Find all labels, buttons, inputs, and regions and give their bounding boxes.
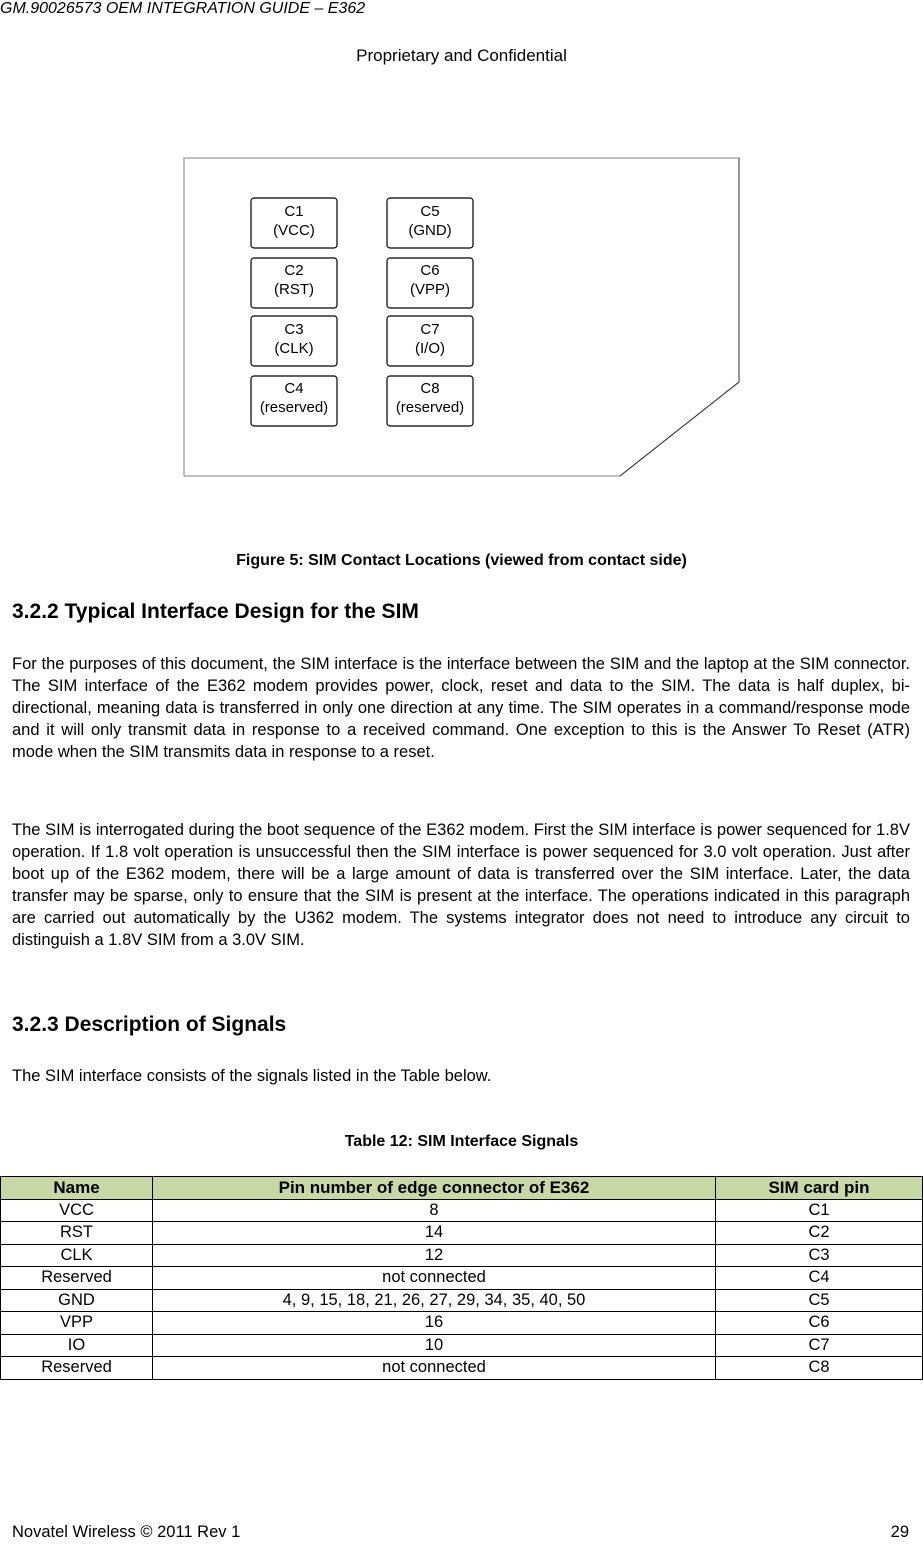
table-row (1, 1334, 923, 1357)
cell-pin-number: 14 (153, 1222, 716, 1245)
contact-c7-id: C7 (420, 321, 440, 338)
cell-sim-card-pin: C1 (716, 1199, 923, 1222)
column-header-pin-number: Pin number of edge connector of E362 (153, 1177, 716, 1200)
contact-c6-signal: (VPP) (409, 281, 451, 298)
cell-pin-number: 8 (153, 1199, 716, 1222)
table-row (1, 1312, 923, 1335)
cell-name: IO (1, 1334, 153, 1357)
contact-c6 (387, 258, 473, 308)
confidentiality-notice: Proprietary and Confidential (356, 46, 567, 65)
cell-name: CLK (1, 1244, 153, 1267)
document-header-title: GM.90026573 OEM INTEGRATION GUIDE – E362 (0, 0, 366, 17)
contact-c7 (387, 316, 473, 366)
table-row (1, 1199, 923, 1222)
table-caption: Table 12: SIM Interface Signals (344, 1133, 579, 1150)
sim-contact-diagram (0, 150, 923, 490)
paragraph-sim-boot-sequence: The SIM is interrogated during the boot sequence of the E362 modem. First the SIM interface is power sequenced for 1.8V operation. If 1.8 volt operation is unsuccessful then the SIM interface is power sequenced for 3.0 volt operation. Just after boot up of the E362 modem, there will be a large amount of data is transferred over the SIM interface. Later, the data transfer may be sparse, only to ensure that the SIM is present at the interface. The operations indicated in this paragraph are carried out automatically by the U362 modem. The systems integrator does not need to introduce any circuit to distinguish a 1.8V SIM from a 3.0V SIM. (12, 821, 910, 949)
section-heading-322: 3.2.2 Typical Interface Design for the SIM (12, 600, 419, 623)
cell-sim-card-pin: C7 (716, 1334, 923, 1357)
table-row (1, 1244, 923, 1267)
column-header-sim-card-pin: SIM card pin (716, 1177, 923, 1200)
table-header-row (1, 1177, 923, 1200)
contact-c4-signal: (reserved) (259, 399, 329, 416)
sim-interface-signals-table (0, 1176, 923, 1380)
table-row (1, 1267, 923, 1290)
cell-pin-number: 4, 9, 15, 18, 21, 26, 27, 29, 34, 35, 40, 50 (153, 1289, 716, 1312)
contact-c1-signal: (VCC) (273, 222, 315, 239)
contact-c2-signal: (RST) (274, 281, 314, 298)
cell-pin-number: not connected (153, 1267, 716, 1290)
cell-pin-number: 16 (153, 1312, 716, 1335)
cell-sim-card-pin: C3 (716, 1244, 923, 1267)
table-row (1, 1289, 923, 1312)
cell-name: VPP (1, 1312, 153, 1335)
contact-c4 (251, 376, 337, 426)
figure-caption: Figure 5: SIM Contact Locations (viewed from contact side) (236, 552, 687, 569)
contact-c2-id: C2 (284, 262, 304, 279)
contact-c2 (251, 258, 337, 308)
contact-c3 (251, 316, 337, 366)
contact-c1 (251, 198, 337, 248)
contact-c8 (387, 376, 473, 426)
cell-pin-number: not connected (153, 1357, 716, 1380)
contact-c3-signal: (CLK) (274, 340, 314, 357)
cell-name: Reserved (1, 1267, 153, 1290)
paragraph-sim-interface: For the purposes of this document, the SIM interface is the interface between the SIM and the laptop at the SIM connector. The SIM interface of the E362 modem provides power, clock, reset and data to the SIM. The data is half duplex, bi-directional, meaning data is transferred in only one direction at any time. The SIM operates in a command/response mode and it will only transmit data in response to a received command. One exception to this is the Answer To Reset (ATR) mode when the SIM transmits data in response to a reset. (12, 655, 910, 761)
footer-page-number: 29 (890, 1523, 909, 1541)
cell-name: Reserved (1, 1357, 153, 1380)
cell-name: GND (1, 1289, 153, 1312)
sim-card-outline-edge (620, 158, 739, 476)
column-header-name: Name (1, 1177, 153, 1200)
section-heading-323: 3.2.3 Description of Signals (12, 1013, 287, 1036)
cell-sim-card-pin: C6 (716, 1312, 923, 1335)
cell-sim-card-pin: C2 (716, 1222, 923, 1245)
cell-sim-card-pin: C8 (716, 1357, 923, 1380)
contact-c3-id: C3 (284, 321, 304, 338)
cell-name: VCC (1, 1199, 153, 1222)
cell-sim-card-pin: C4 (716, 1267, 923, 1290)
contact-c1-id: C1 (284, 203, 304, 220)
paragraph-signals-intro: The SIM interface consists of the signals listed in the Table below. (12, 1067, 492, 1085)
contact-c8-id: C8 (420, 380, 440, 397)
cell-pin-number: 12 (153, 1244, 716, 1267)
contact-c4-id: C4 (284, 380, 304, 397)
contact-c5-id: C5 (420, 203, 440, 220)
cell-name: RST (1, 1222, 153, 1245)
cell-sim-card-pin: C5 (716, 1289, 923, 1312)
contact-c5-signal: (GND) (408, 222, 452, 239)
contact-c7-signal: (I/O) (415, 340, 445, 357)
table-row (1, 1222, 923, 1245)
cell-pin-number: 10 (153, 1334, 716, 1357)
table-row (1, 1357, 923, 1380)
footer-copyright: Novatel Wireless © 2011 Rev 1 (12, 1523, 241, 1541)
contact-c5 (387, 198, 473, 248)
contact-c6-id: C6 (420, 262, 440, 279)
contact-c8-signal: (reserved) (395, 399, 465, 416)
